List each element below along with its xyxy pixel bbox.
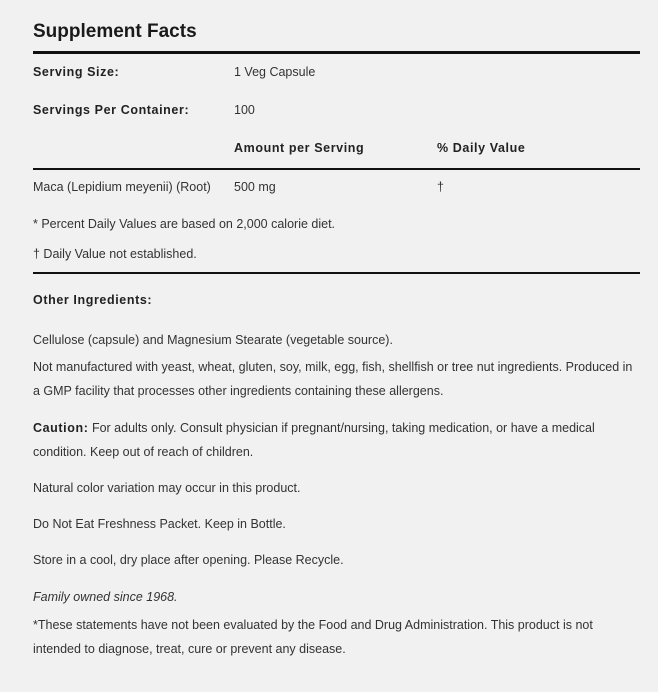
amount-header: Amount per Serving xyxy=(234,141,365,155)
disclaimer: intended to diagnose, treat, cure or prevent any disease. xyxy=(33,642,346,656)
serving-size-value: 1 Veg Capsule xyxy=(234,65,316,79)
caution-line: For adults only. Consult physician if pregnant/nursing, taking medication, or have a medical xyxy=(88,421,595,435)
other-ingredients-label: Other Ingredients: xyxy=(33,293,153,307)
caution-label: Caution: xyxy=(33,421,89,435)
page-title: Supplement Facts xyxy=(33,21,197,42)
disclaimer: *These statements have not been evaluated by the Food and Drug Administration. This product is not xyxy=(33,618,593,632)
other-ingredients-text: Cellulose (capsule) and Magnesium Stearate (vegetable source). xyxy=(33,333,393,347)
ingredient-name: Maca (Lepidium meyenii) (Root) xyxy=(33,180,211,194)
daily-value-header: % Daily Value xyxy=(437,141,526,155)
divider xyxy=(33,51,640,54)
divider xyxy=(33,168,640,170)
footnote: † Daily Value not established. xyxy=(33,247,197,261)
divider xyxy=(33,272,640,274)
serving-size-label: Serving Size: xyxy=(33,65,120,79)
ingredient-amount: 500 mg xyxy=(234,180,276,194)
note: Do Not Eat Freshness Packet. Keep in Bottle. xyxy=(33,517,286,531)
ingredient-daily-value: † xyxy=(437,180,444,194)
servings-per-container-label: Servings Per Container: xyxy=(33,103,190,117)
note: Store in a cool, dry place after opening. Please Recycle. xyxy=(33,553,344,567)
family-note: Family owned since 1968. xyxy=(33,590,178,604)
caution-text xyxy=(33,420,595,436)
footnote: * Percent Daily Values are based on 2,000 calorie diet. xyxy=(33,217,336,231)
allergen-text: Not manufactured with yeast, wheat, gluten, soy, milk, egg, fish, shellfish or tree nut ingredients. Produced in xyxy=(33,360,633,374)
note: Natural color variation may occur in this product. xyxy=(33,481,301,495)
caution-text: condition. Keep out of reach of children. xyxy=(33,445,254,459)
allergen-text: a GMP facility that processes other ingredients containing these allergens. xyxy=(33,384,444,398)
servings-per-container-value: 100 xyxy=(234,103,255,117)
